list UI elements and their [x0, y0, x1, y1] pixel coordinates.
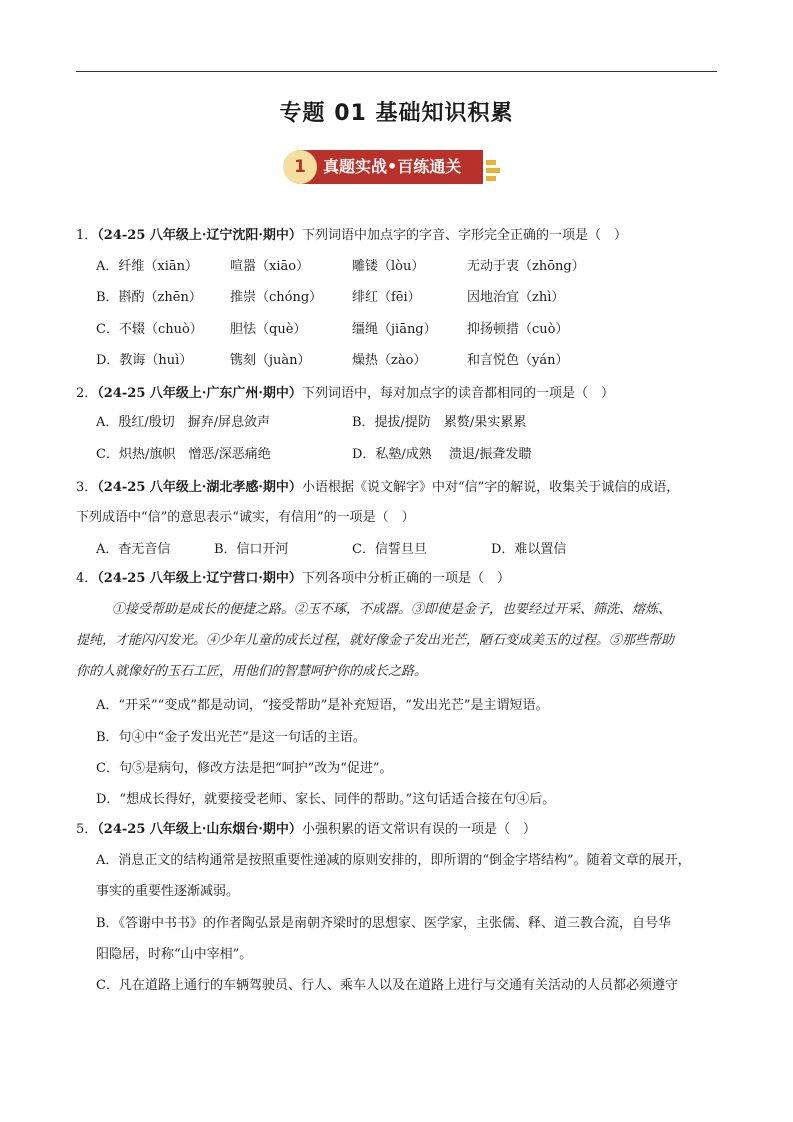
- option-d: D．难以置信: [491, 542, 567, 557]
- page-title: 专题 01 基础知识积累: [279, 101, 514, 126]
- question-stem-cont: 下列成语中“信”的意思表示“诚实，有信用”的一项是（ ）: [76, 510, 415, 525]
- option-word: 和言悦色（yán）: [467, 353, 569, 368]
- banner-stripe: [486, 160, 496, 165]
- question-number: 3．: [76, 480, 98, 495]
- banner-label: 真题实战•百练通关: [323, 157, 462, 176]
- question-number: 4．: [76, 571, 98, 586]
- option-a: A．殷红/殷切 摒弃/屏息敛声: [96, 415, 271, 430]
- section-banner: [283, 147, 513, 187]
- banner-number: 1: [283, 150, 317, 184]
- question-stem: 下列词语中，每对加点字的读音都相同的一项是（ ）: [301, 386, 614, 401]
- question-source: （24-25 八年级上·湖北孝感·期中）: [97, 480, 302, 495]
- question-3: [76, 479, 679, 497]
- option-word: 喧嚣（xiāo）: [230, 259, 310, 274]
- passage-line: 你的人就像好的玉石工匠，用他们的智慧呵护你的成长之路。: [76, 664, 428, 679]
- question-stem: 下列各项中分析正确的一项是（ ）: [301, 571, 510, 586]
- question-5: [76, 821, 536, 839]
- option-word: 因地治宜（zhì）: [467, 290, 565, 305]
- question-number: 2．: [76, 386, 98, 401]
- option-word: 燥热（zào）: [352, 353, 427, 368]
- option-word: 抑扬顿措（cuò）: [467, 322, 569, 337]
- option-word: 雕镂（lòu）: [352, 259, 425, 274]
- option-a: A．消息正文的结构通常是按照重要性递减的原则安排的，即所谓的“倒金字塔结构”。随着文章的展开，: [96, 853, 691, 868]
- passage-line: 提纯，才能闪闪发光。④少年儿童的成长过程，就好像金子发出光芒，陋石变成美玉的过程。⑤那些帮助: [76, 633, 675, 648]
- option-b: B．信口开河: [214, 542, 289, 557]
- question-2: [76, 385, 614, 403]
- banner-stripe: [486, 176, 496, 181]
- header-rule: [76, 71, 717, 72]
- option-b: B．《答谢中书书》的作者陶弘景是南朝齐梁时的思想家、医学家，主张儒、释、道三教合流，自号华: [96, 916, 672, 931]
- option-word: 胆怯（què）: [230, 322, 307, 337]
- question-number: 5．: [76, 822, 98, 837]
- option-word: 缰绳（jiāng）: [352, 322, 437, 337]
- question-source: （24-25 八年级上·辽宁营口·期中）: [97, 571, 302, 586]
- option-d: D．“想成长得好，就要接受老师、家长、同伴的帮助。”这句话适合接在句④后。: [96, 792, 556, 807]
- banner-stripe: [486, 168, 500, 173]
- question-source: （24-25 八年级上·辽宁沈阳·期中）: [97, 228, 302, 243]
- question-4: [76, 570, 510, 588]
- question-source: （24-25 八年级上·广东广州·期中）: [97, 386, 302, 401]
- option-c: C．炽热/旗帜 憎恶/深恶痛绝: [96, 447, 271, 462]
- option-b: B．句④中“金子发出光芒”是这一句话的主语。: [96, 730, 366, 745]
- option-word: 镌刻（juàn）: [230, 353, 311, 368]
- question-number: 1．: [76, 228, 98, 243]
- option: A．纤维（xiān）: [96, 259, 199, 274]
- question-stem: 小强积累的语文常识有误的一项是（ ）: [301, 822, 536, 837]
- option-c: C．句⑤是病句，修改方法是把“呵护”改为“促进”。: [96, 761, 393, 776]
- option-c: C．信誓旦旦: [352, 542, 427, 557]
- option-d: D．私塾/成熟 溃退/振聋发聩: [352, 447, 532, 462]
- option-a: A．“开采”“变成”都是动词，“接受帮助”是补充短语，“发出光芒”是主谓短语。: [96, 698, 549, 713]
- option-word: 绯红（fēi）: [352, 290, 421, 305]
- option-a: A．杳无音信: [96, 542, 171, 557]
- option-word: 无动于衷（zhōng）: [467, 259, 585, 274]
- question-stem: 下列词语中加点字的字音、字形完全正确的一项是（ ）: [301, 228, 627, 243]
- passage-line: ①接受帮助是成长的便捷之路。②玉不琢，不成器。③即使是金子，也要经过开采、筛洗、熔炼、: [112, 602, 672, 617]
- option-b-cont: 阳隐居，时称“山中宰相”。: [96, 947, 253, 962]
- option: B．斟酌（zhēn）: [96, 290, 202, 305]
- question-source: （24-25 八年级上·山东烟台·期中）: [97, 822, 302, 837]
- option-c: C．凡在道路上通行的车辆驾驶员、行人、乘车人以及在道路上进行与交通有关活动的人员都必须遵守: [96, 978, 678, 993]
- question-stem: 小语根据《说文解字》中对“信”字的解说，收集关于诚信的成语，: [301, 480, 680, 495]
- option-word: 推崇（chóng）: [230, 290, 323, 305]
- option-a-cont: 事实的重要性逐渐减弱。: [96, 884, 240, 899]
- question-1: [76, 227, 627, 245]
- option: D．教诲（huì）: [96, 353, 193, 368]
- option: C．不辍（chuò）: [96, 322, 203, 337]
- option-b: B．提拔/提防 累赘/果实累累: [352, 415, 527, 430]
